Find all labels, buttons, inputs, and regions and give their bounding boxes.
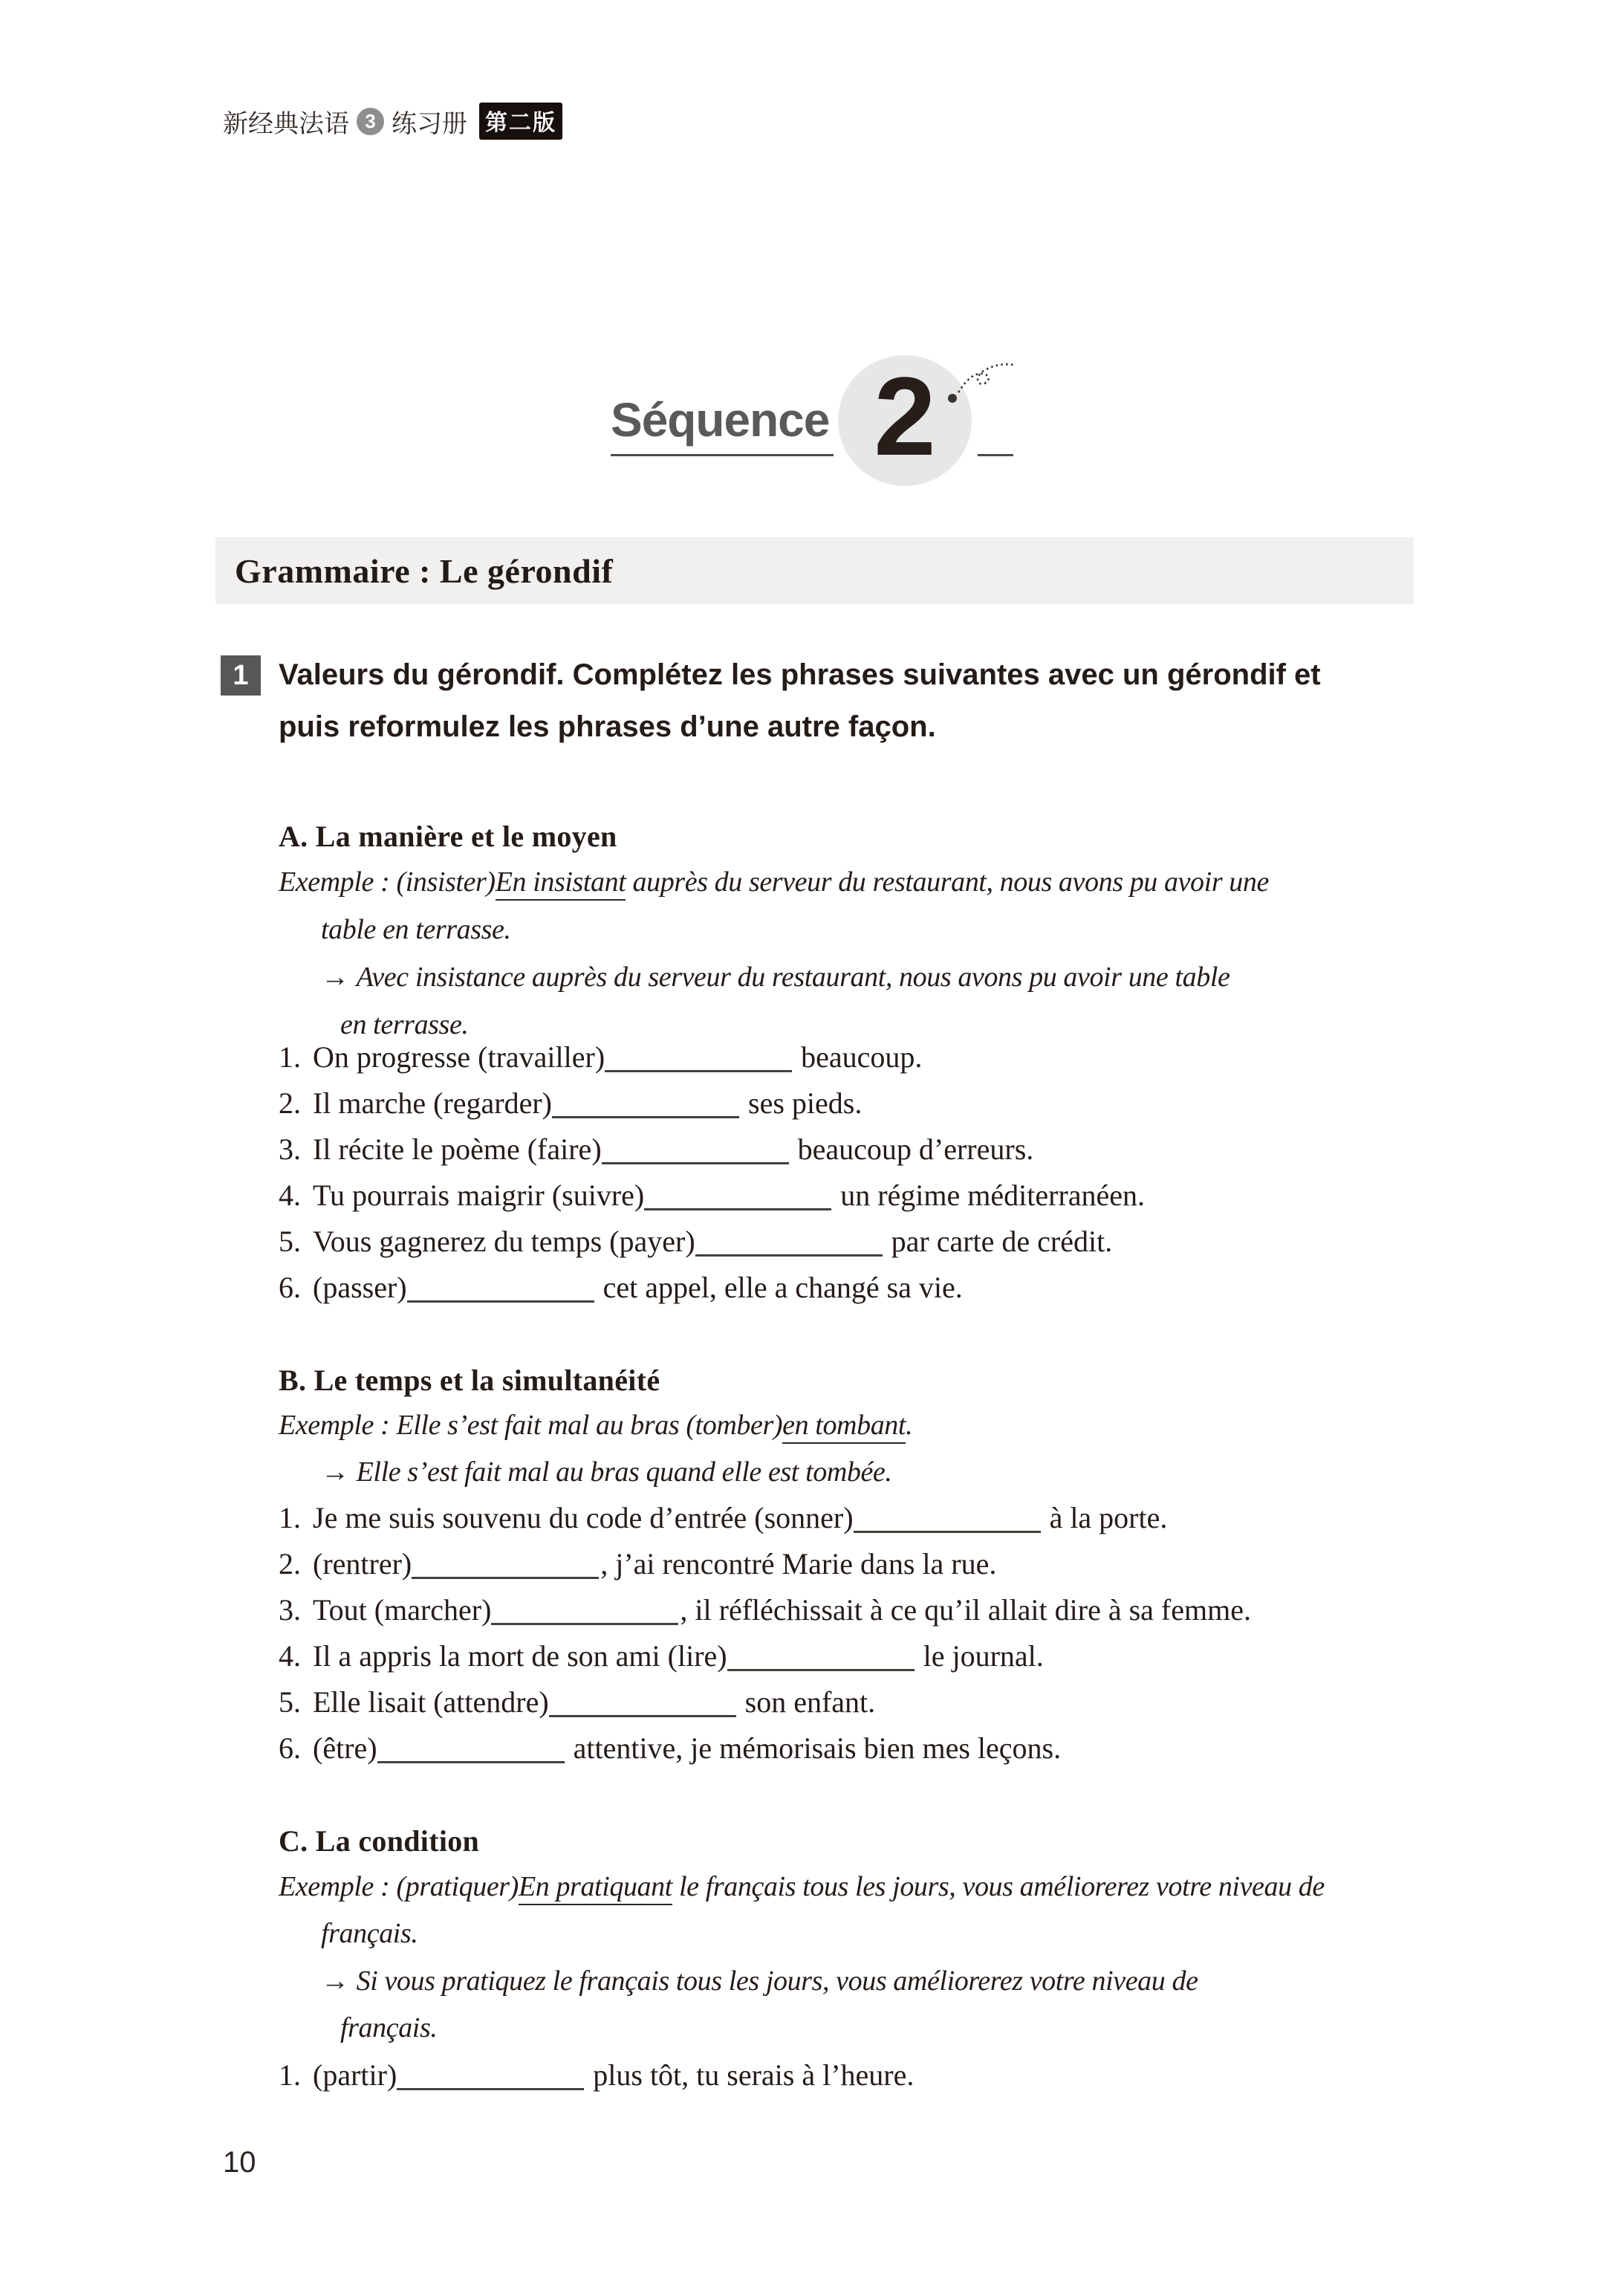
example-rest: auprès du serveur du restaurant, nous avons pu avoir une <box>626 866 1269 898</box>
sequence-number: 2 <box>874 354 936 479</box>
item-after-blank: attentive, je mémorisais bien mes leçons. <box>573 1731 1062 1765</box>
volume-badge <box>357 108 384 135</box>
item-after-blank: beaucoup d’erreurs. <box>797 1132 1034 1166</box>
running-header <box>223 105 562 137</box>
part-b-item-2 <box>279 1547 996 1581</box>
item-after-blank: ses pieds. <box>748 1086 863 1120</box>
part-a-item-1 <box>279 1040 922 1074</box>
series-title: 新经典法语 <box>223 109 349 138</box>
answer-blank <box>412 1555 599 1579</box>
answer-blank <box>491 1601 678 1625</box>
part-c-example-reform-cont: français. <box>340 2012 438 2043</box>
item-before-blank: Je me suis souvenu du code d’entrée (sonner) <box>313 1501 854 1534</box>
item-number: 5. <box>279 1685 301 1719</box>
example-answer-underlined: En insistant <box>496 866 626 901</box>
book-type: 练习册 <box>392 109 467 138</box>
part-b-item-4 <box>279 1639 1044 1673</box>
item-after-blank: , j’ai rencontré Marie dans la rue. <box>600 1547 997 1581</box>
part-b-item-5 <box>279 1685 875 1719</box>
answer-blank <box>549 1693 736 1717</box>
part-c-example-line-2: français. <box>321 1918 418 1949</box>
item-number: 5. <box>279 1225 301 1258</box>
part-b-example-line <box>279 1410 912 1442</box>
part-c-heading: C. La condition <box>279 1824 480 1858</box>
edition-badge: 第二版 <box>479 103 562 140</box>
example-answer-underlined: En pratiquant <box>519 1871 672 1905</box>
sequence-label: Séquence <box>611 393 830 447</box>
item-after-blank: son enfant. <box>744 1685 876 1719</box>
sequence-short-line <box>978 454 1013 456</box>
item-before-blank: Il a appris la mort de son ami (lire) <box>313 1639 727 1673</box>
item-after-blank: à la porte. <box>1049 1501 1168 1534</box>
reform-text: Avec insistance auprès du serveur du restaurant, nous avons pu avoir une table <box>356 962 1230 993</box>
example-rest: le français tous les jours, vous améliorerez votre niveau de <box>672 1871 1325 1902</box>
part-a-item-4 <box>279 1179 1145 1213</box>
item-number: 4. <box>279 1179 301 1212</box>
sequence-underline <box>611 454 834 456</box>
part-a-item-3 <box>279 1132 1033 1167</box>
item-before-blank: (passer) <box>313 1271 407 1304</box>
item-after-blank: un régime méditerranéen. <box>840 1179 1146 1212</box>
example-rest: . <box>906 1410 913 1441</box>
arrow-icon: → <box>321 1965 349 1997</box>
item-before-blank: Il récite le poème (faire) <box>313 1132 602 1166</box>
item-before-blank: (partir) <box>313 2058 397 2092</box>
item-number: 3. <box>279 1132 301 1166</box>
part-a-example-line-1 <box>279 866 1269 899</box>
item-after-blank: par carte de crédit. <box>891 1225 1113 1258</box>
item-number: 1. <box>279 1501 301 1534</box>
section-title: Grammaire : Le gérondif <box>235 551 614 590</box>
item-number: 2. <box>279 1086 301 1120</box>
part-a-heading: A. La manière et le moyen <box>279 820 617 853</box>
part-b-example-reform <box>321 1456 892 1489</box>
exercise-instruction-line-1: Valeurs du gérondif. Complétez les phrases suivantes avec un gérondif et <box>279 658 1321 691</box>
section-bar <box>215 537 1414 604</box>
item-before-blank: (rentrer) <box>313 1547 412 1581</box>
item-before-blank: Elle lisait (attendre) <box>313 1685 549 1719</box>
item-after-blank: le journal. <box>923 1639 1044 1673</box>
item-before-blank: Il marche (regarder) <box>313 1086 552 1120</box>
item-after-blank: beaucoup. <box>801 1040 923 1074</box>
exercise-instruction-line-2: puis reformulez les phrases d’une autre façon. <box>279 710 936 743</box>
part-a-item-5 <box>279 1225 1112 1259</box>
example-intro: Exemple : Elle s’est fait mal au bras (tomber) <box>279 1410 783 1441</box>
item-after-blank: cet appel, elle a changé sa vie. <box>602 1271 963 1304</box>
answer-blank <box>605 1048 792 1072</box>
part-b-item-6 <box>279 1731 1061 1766</box>
arrow-icon: → <box>321 962 349 993</box>
answer-blank <box>644 1186 831 1210</box>
part-c-item-1 <box>279 2058 914 2092</box>
part-a-item-2 <box>279 1086 862 1121</box>
exercise-number-badge: 1 <box>221 655 261 696</box>
part-b-heading: B. Le temps et la simultanéité <box>279 1364 660 1397</box>
item-after-blank: plus tôt, tu serais à l’heure. <box>593 2058 915 2092</box>
part-a-example-line-2: table en terrasse. <box>321 914 511 945</box>
answer-blank <box>727 1647 915 1671</box>
example-intro: Exemple : (pratiquer) <box>279 1871 519 1902</box>
part-a-example-reform <box>321 962 1230 994</box>
item-number: 1. <box>279 2058 301 2092</box>
part-a-item-6 <box>279 1271 963 1305</box>
item-number: 3. <box>279 1593 301 1627</box>
answer-blank <box>695 1232 883 1257</box>
part-c-example-line-1 <box>279 1871 1325 1904</box>
example-intro: Exemple : (insister) <box>279 866 496 898</box>
item-before-blank: Tu pourrais maigrir (suivre) <box>313 1179 645 1212</box>
dotted-swirl-decoration <box>943 352 1027 415</box>
example-answer-underlined: en tombant <box>782 1410 906 1444</box>
part-c-example-reform <box>321 1965 1198 1998</box>
answer-blank <box>552 1094 739 1118</box>
item-number: 1. <box>279 1040 301 1074</box>
reform-text: Si vous pratiquez le français tous les jours, vous améliorerez votre niveau de <box>356 1965 1198 1997</box>
part-b-item-3 <box>279 1593 1251 1627</box>
answer-blank <box>602 1140 789 1164</box>
item-after-blank: , il réfléchissait à ce qu’il allait dire à sa femme. <box>680 1593 1251 1627</box>
part-b-item-1 <box>279 1501 1167 1535</box>
part-a-example-reform-cont: en terrasse. <box>340 1009 469 1040</box>
answer-blank <box>854 1508 1041 1533</box>
item-before-blank: (être) <box>313 1731 377 1765</box>
reform-text: Elle s’est fait mal au bras quand elle est tombée. <box>356 1456 892 1488</box>
answer-blank <box>397 2066 584 2090</box>
arrow-icon: → <box>321 1456 349 1488</box>
item-before-blank: Vous gagnerez du temps (payer) <box>313 1225 695 1258</box>
answer-blank <box>377 1739 565 1763</box>
item-before-blank: Tout (marcher) <box>313 1593 492 1627</box>
page-number: 10 <box>223 2146 256 2179</box>
item-before-blank: On progresse (travailler) <box>313 1040 605 1074</box>
answer-blank <box>407 1278 594 1303</box>
item-number: 2. <box>279 1547 301 1581</box>
volume-number: 3 <box>365 109 376 132</box>
item-number: 6. <box>279 1731 301 1765</box>
item-number: 6. <box>279 1271 301 1304</box>
item-number: 4. <box>279 1639 301 1673</box>
